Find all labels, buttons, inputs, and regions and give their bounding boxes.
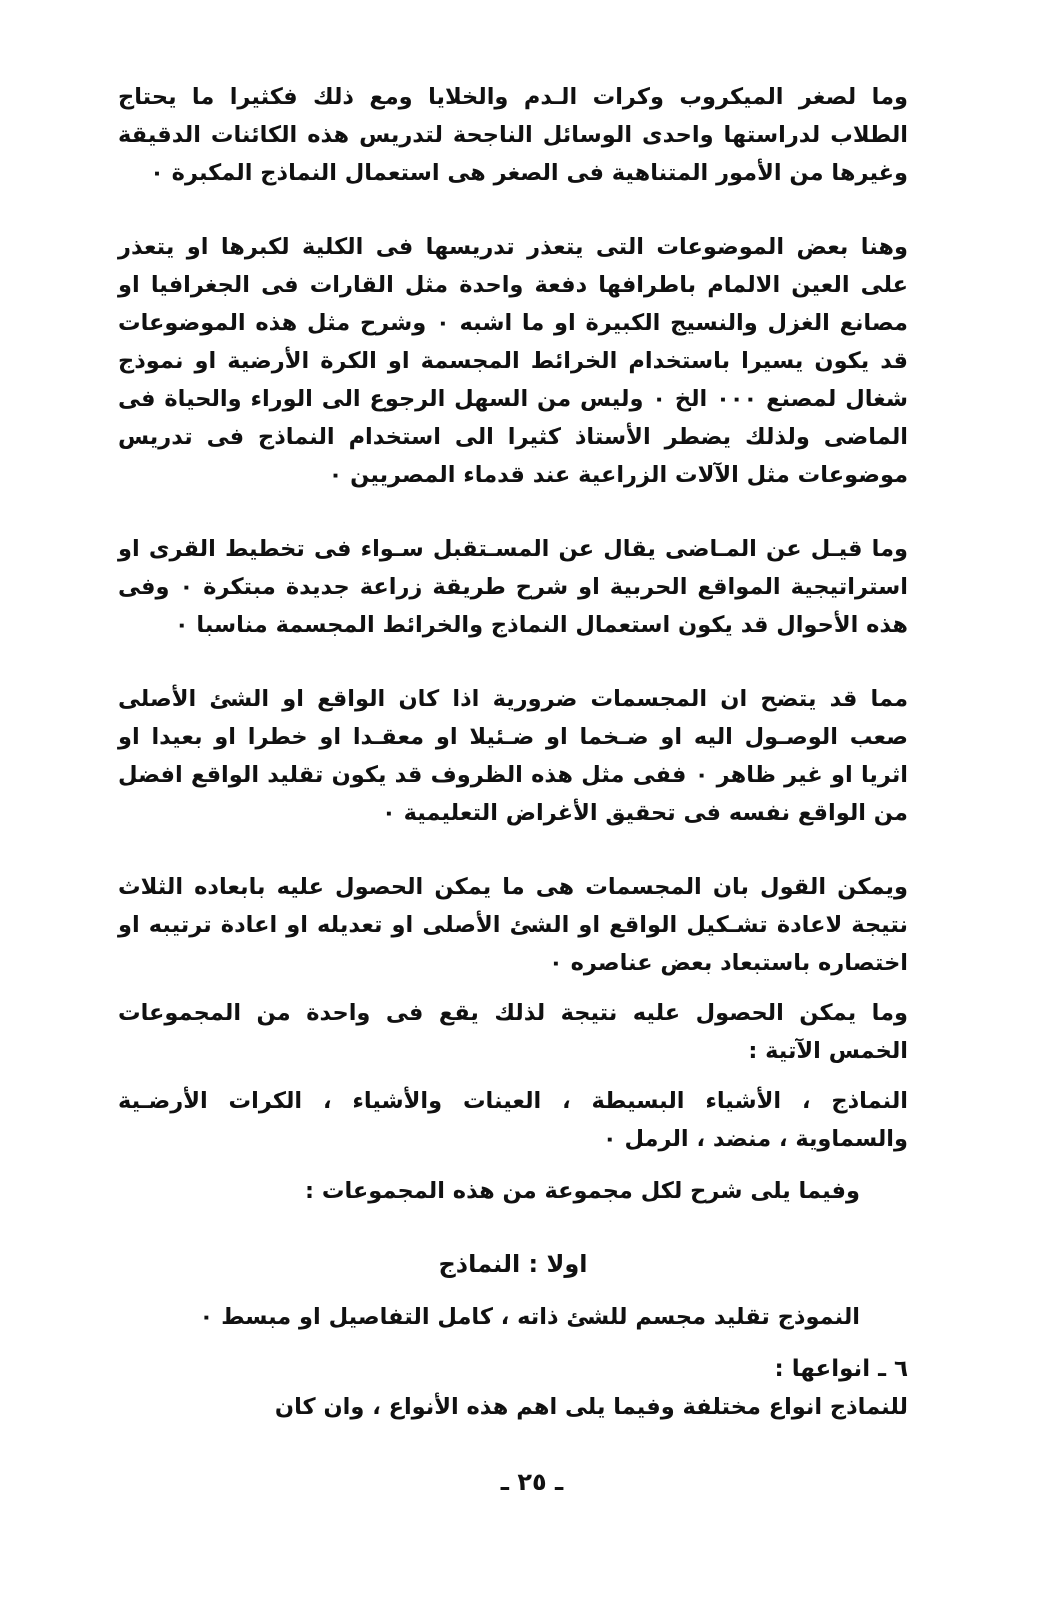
paragraph-2: وهنا بعض الموضوعات التى يتعذر تدريسها فى الكلية لكبرها او يتعذر على العين الالمام باطرافها دفعة واحدة مثل القارات فى الجغرافيا او مصانع الغزل والنسيج الكبيرة او ما اشبه ٠ وشرح مثل هذه الموضوعات قد يكون يسيرا باستخدام الخرائط المجسمة او الكرة الأرضية او نموذج شغال لمصنع ٠٠٠ الخ ٠ وليس من السهل الرجوع الى الوراء والحياة فى الماضى ولذلك يضطر الأستاذ كثيرا الى استخدام النماذج فى تدريس موضوعات مثل الآلات الزراعية عند قدماء المصريين ٠: [118, 234, 909, 488]
section-heading: اولا : النماذج: [438, 1250, 588, 1278]
definition-line: النموذج تقليد مجسم للشئ ذاته ، كامل التفاصيل او مبسط ٠: [199, 1304, 860, 1330]
paragraph-5: ويمكن القول بان المجسمات هى ما يمكن الحصول عليه بابعاده الثلاث نتيجة لاعادة تشـكيل الواقع او الشئ الأصلى او تعديله او اعادة ترتيبه او اختصاره باستبعاد بعض عناصره ٠: [118, 874, 908, 976]
sub-heading: ٦ ـ انواعها :: [774, 1356, 908, 1382]
paragraph-1: وما لصغر الميكروب وكرات الـدم والخلايا ومع ذلك فكثيرا ما يحتاج الطلاب لدراستها واحدى الوسائل الناجحة لتدريس هذه الكائنات الدقيقة وغيرها من الأمور المتناهية فى الصغر هى استعمال النماذج المكبرة ٠: [118, 84, 908, 186]
paragraph-3: وما قيـل عن المـاضى يقال عن المسـتقبل سـواء فى تخطيط القرى او استراتيجية المواقع الحربية او شرح طريقة زراعة جديدة مبتكرة ٠ وفى هذه الأحوال قد يكون استعمال النماذج والخرائط المجسمة مناسبا ٠: [118, 536, 908, 638]
paragraph-6: وما يمكن الحصول عليه نتيجة لذلك يقع فى واحدة من المجموعات الخمس الآتية :: [118, 1000, 908, 1064]
paragraph-4: مما قد يتضح ان المجسمات ضرورية اذا كان الواقع او الشئ الأصلى صعب الوصـول اليه او ضـخما او ضـئيلا او معقـدا او خطرا او بعيدا او اثريا او غير ظاهر ٠ ففى مثل هذه الظروف قد يكون تقليد الواقع افضل من الواقع نفسه فى تحقيق الأغراض التعليمية ٠: [118, 686, 909, 826]
page-body: [118, 78, 908, 1426]
paragraph-7: النماذج ، الأشياء البسيطة ، العينات والأشياء ، الكرات الأرضـية والسماوية ، منضد ، الرمل ٠: [118, 1088, 908, 1152]
intro-line: وفيما يلى شرح لكل مجموعة من هذه المجموعات :: [305, 1178, 860, 1204]
last-line: للنماذج انواع مختلفة وفيما يلى اهم هذه الأنواع ، وان كان: [274, 1394, 908, 1420]
page-number: ـ ٢٥ ـ: [500, 1468, 564, 1496]
